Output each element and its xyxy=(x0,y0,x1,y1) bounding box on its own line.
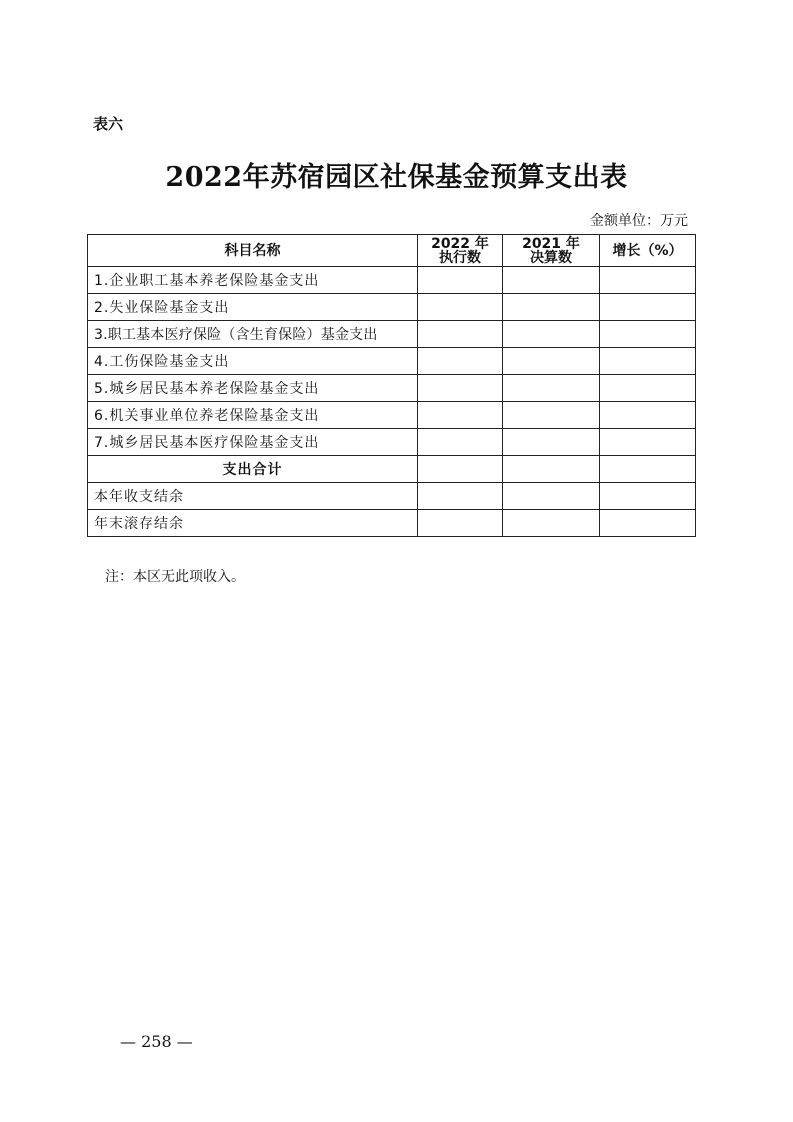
table-row xyxy=(88,294,696,321)
cell-growth xyxy=(600,402,696,429)
row-name: 2.失业保险基金支出 xyxy=(88,294,418,321)
budget-table xyxy=(87,234,696,537)
cell-2022 xyxy=(418,348,503,375)
cell-growth xyxy=(600,510,696,537)
cell-2022 xyxy=(418,510,503,537)
cell-growth xyxy=(600,267,696,294)
row-name: 1.企业职工基本养老保险基金支出 xyxy=(88,267,418,294)
cell-growth xyxy=(600,456,696,483)
row-name: 3.职工基本医疗保险（含生育保险）基金支出 xyxy=(88,321,418,348)
table-row xyxy=(88,348,696,375)
cell-2021 xyxy=(503,456,600,483)
row-name: 5.城乡居民基本养老保险基金支出 xyxy=(88,375,418,402)
cell-2022 xyxy=(418,321,503,348)
header-2021-final xyxy=(503,235,600,267)
cell-2021 xyxy=(503,375,600,402)
footnote: 注：本区无此项收入。 xyxy=(105,569,245,585)
cell-2022 xyxy=(418,483,503,510)
table-row-total xyxy=(88,456,696,483)
cell-2021 xyxy=(503,267,600,294)
header-2022-line2: 执行数 xyxy=(439,249,481,266)
table-row xyxy=(88,267,696,294)
header-subject-name: 科目名称 xyxy=(88,235,418,267)
header-2021-line2: 决算数 xyxy=(530,249,572,266)
header-2022-execution xyxy=(418,235,503,267)
header-growth: 增长（%） xyxy=(600,235,696,267)
page-title: 2022年苏宿园区社保基金预算支出表 xyxy=(165,162,628,193)
row-name: 年末滚存结余 xyxy=(88,510,418,537)
cell-2022 xyxy=(418,294,503,321)
table-row xyxy=(88,321,696,348)
cell-growth xyxy=(600,483,696,510)
cell-2021 xyxy=(503,429,600,456)
table-row xyxy=(88,510,696,537)
cell-2022 xyxy=(418,375,503,402)
row-name: 6.机关事业单位养老保险基金支出 xyxy=(88,402,418,429)
cell-growth xyxy=(600,294,696,321)
table-row xyxy=(88,483,696,510)
cell-growth xyxy=(600,321,696,348)
cell-2021 xyxy=(503,483,600,510)
table-row xyxy=(88,429,696,456)
cell-2022 xyxy=(418,267,503,294)
cell-2022 xyxy=(418,402,503,429)
header-2021-line1: 2021 年 xyxy=(522,235,580,252)
table-row xyxy=(88,375,696,402)
row-name: 4.工伤保险基金支出 xyxy=(88,348,418,375)
cell-growth xyxy=(600,348,696,375)
cell-2021 xyxy=(503,321,600,348)
cell-2022 xyxy=(418,456,503,483)
cell-growth xyxy=(600,429,696,456)
cell-2021 xyxy=(503,402,600,429)
cell-2021 xyxy=(503,510,600,537)
table-label: 表六 xyxy=(93,115,124,133)
cell-2022 xyxy=(418,429,503,456)
unit-label: 金额单位：万元 xyxy=(590,213,688,229)
row-name: 7.城乡居民基本医疗保险基金支出 xyxy=(88,429,418,456)
row-name: 本年收支结余 xyxy=(88,483,418,510)
cell-growth xyxy=(600,375,696,402)
cell-2021 xyxy=(503,348,600,375)
header-2022-line1: 2022 年 xyxy=(431,235,489,252)
row-name: 支出合计 xyxy=(88,456,418,483)
table-row xyxy=(88,402,696,429)
table-header-row xyxy=(88,235,696,267)
cell-2021 xyxy=(503,294,600,321)
page-number: — 258 — xyxy=(120,1032,193,1051)
